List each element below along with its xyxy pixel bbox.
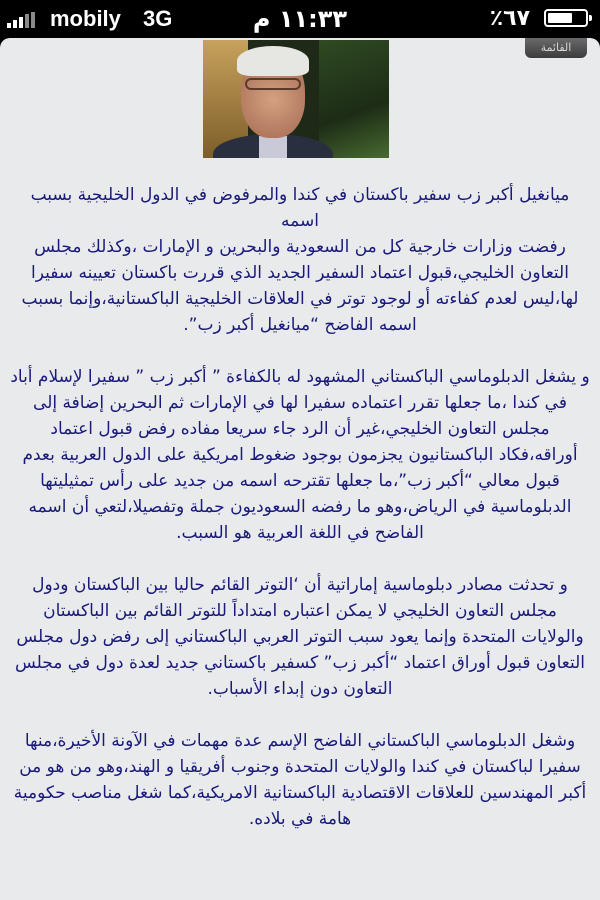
battery-percent: ٪٦٧: [489, 6, 530, 31]
network-type: 3G: [143, 6, 173, 31]
photo-glasses: [245, 78, 301, 90]
photo-foliage: [319, 40, 389, 158]
article-view[interactable]: [0, 38, 600, 900]
photo-hair: [237, 46, 309, 76]
photo-shirt: [259, 136, 287, 158]
battery-fill: [548, 13, 572, 23]
menu-button[interactable]: القائمة: [525, 38, 587, 58]
article-paragraph: و يشغل الدبلوماسي الباكستاني المشهود له بالكفاءة ” أكبر زب ” سفيرا لإسلام أباد في كندا ،ما جعلها تقرر اعتماده سفيرا لها في الإمارات ثم البحرين إضافة إلى مجلس التعاون الخليجي،غير أن الرد جاء سريعا مفاده رفض قبول اعتماد أوراقه،فكاد الباكستانيون يجزمون بوجود ضغوط امريكية على الدول العربية بعدم قبول معالي “أكبر زب”،ما جعلها تقترحه اسمه من جديد على رأس تمثيليتها الدبلوماسية في الرياض،وهو ما رفضه السعوديون جملة وتفصيلا،لتعي أن اسمه الفاضح في اللغة العربية هو السبب.: [10, 367, 590, 543]
article-paragraph: و تحدثت مصادر دبلوماسية إماراتية أن ‘التوتر القائم حاليا بين الباكستان ودول مجلس التعاون الخليجي لا يمكن اعتباره امتداداً للتوتر القائم بين الباكستان والولايات المتحدة وإنما يعود سبب التوتر العربي الباكستاني إلى رفض دول مجلس التعاون قبول أوراق اعتماد “أكبر زب” كسفير باكستاني جديد لعدة دول في مجلس التعاون دون إبداء الأسباب.: [15, 575, 585, 699]
article-paragraph: وشغل الدبلوماسي الباكستاني الفاضح الإسم عدة مهمات في الآونة الأخيرة،منها سفيرا لباكستان في كندا والولايات المتحدة وجنوب أفريقيا و الهند،وهو من هو من أكبر المهندسين للعلاقات الاقتصادية الباكستانية الامريكية،كما شغل مناصب حكومية هامة في بلاده.: [13, 731, 587, 829]
article-paragraph: رفضت وزارات خارجية كل من السعودية والبحرين و الإمارات ،وكذلك مجلس التعاون الخليجي،قبول اعتماد السفير الجديد الذي قررت باكستان تعيينه سفيرا لها،ليس لعدم كفاءته أو لوجود توتر في العلاقات الخليجية الباكستانية،وإنما بسبب اسمه الفاضح “ميانغيل أكبر زب”.: [21, 237, 579, 335]
status-time: ١١:٣٣ م: [252, 5, 348, 33]
battery-icon: [544, 9, 588, 27]
status-bar: [0, 0, 600, 38]
carrier-name: mobily: [50, 6, 121, 31]
article-title: ميانغيل أكبر زب سفير باكستان في كندا والمرفوض في الدول الخليجية بسبب اسمه: [30, 185, 570, 231]
article-body: [0, 182, 600, 832]
article-photo: [203, 40, 389, 158]
